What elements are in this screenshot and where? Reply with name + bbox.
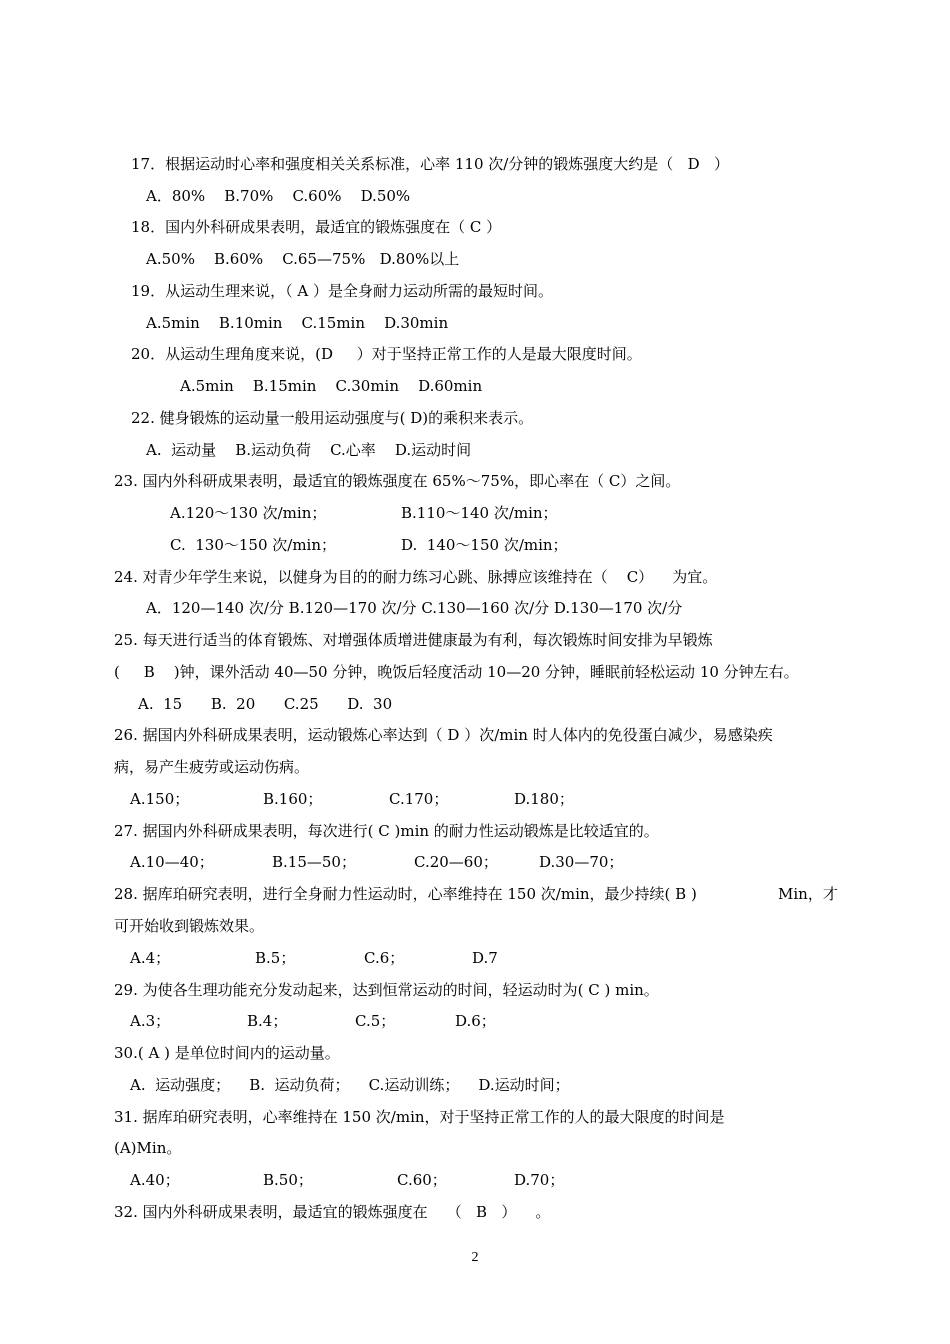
question-27-option-b: B.15—50； [272,853,356,871]
question-29-option-d: D.6； [455,1012,496,1030]
question-28-line-1: 28. 据库珀研究表明，进行全身耐力性运动时，心率维持在 150 次/min，最少持续( B ) [114,885,697,903]
question-20-options: A.5min B.15min C.30min D.60min [180,377,483,395]
question-28-option-b: B.5； [255,949,296,967]
question-17-options: A．80% B.70% C.60% D.50% [146,187,411,205]
question-25-line-2: ( B )钟，课外活动 40—50 分钟，晚饭后轻度活动 10—20 分钟，睡眠前轻松运动 10 分钟左右。 [114,663,799,681]
question-25-line-1: 25. 每天进行适当的体育锻炼、对增强体质增进健康最为有利，每次锻炼时间安排为早锻炼 [114,631,713,649]
question-29-option-a: A.3； [130,1012,171,1030]
question-18-options: A.50% B.60% C.65—75% D.80%以上 [146,250,460,268]
question-20: 20．从运动生理角度来说，(D ）对于坚持正常工作的人是最大限度时间。 [131,345,642,363]
question-26-option-d: D.180； [514,790,574,808]
question-28-option-a: A.4； [130,949,171,967]
question-29: 29. 为使各生理功能充分发动起来，达到恒常运动的时间，轻运动时为( C ) min。 [114,981,659,999]
question-29-option-b: B.4； [247,1012,288,1030]
question-31-option-d: D.70； [514,1171,565,1189]
question-25-options: A. 15 B. 20 C.25 D. 30 [138,695,393,713]
question-32: 32. 国内外科研成果表明，最适宜的锻炼强度在 （ B ） 。 [114,1203,551,1221]
question-30-options: A. 运动强度； B. 运动负荷； C.运动训练； D.运动时间； [130,1076,570,1094]
question-28-option-d: D.7 [472,949,498,967]
question-26-option-c: C.170； [389,790,449,808]
question-23-option-d: D. 140～150 次/min； [401,536,568,554]
question-30: 30.( A ) 是单位时间内的运动量。 [114,1044,340,1062]
question-31-option-a: A.40； [130,1171,180,1189]
page-number: 2 [471,1250,479,1265]
question-23: 23. 国内外科研成果表明，最适宜的锻炼强度在 65%～75%，即心率在（ C）之间。 [114,472,681,490]
question-27-option-c: C.20—60； [414,853,498,871]
question-28-option-c: C.6； [364,949,405,967]
question-23-option-c: C. 130～150 次/min； [170,536,337,554]
question-31-option-c: C.60； [397,1171,447,1189]
question-31-line-2: (A)Min。 [114,1139,182,1157]
question-31-option-b: B.50； [263,1171,313,1189]
question-27-option-a: A.10—40； [130,853,214,871]
question-27-option-d: D.30—70； [539,853,624,871]
question-18: 18．国内外科研成果表明，最适宜的锻炼强度在（ C ） [131,218,502,236]
question-26-option-a: A.150； [130,790,190,808]
question-17: 17．根据运动时心率和强度相关关系标准，心率 110 次/分钟的锻炼强度大约是（ D ） [131,155,729,173]
question-24-options: A．120—140 次/分 B.120—170 次/分 C.130—160 次/分 D.130—170 次/分 [146,599,683,617]
question-26-option-b: B.160； [263,790,323,808]
question-19: 19．从运动生理来说，（ A ）是全身耐力运动所需的最短时间。 [131,282,553,300]
question-23-option-a: A.120～130 次/min； [170,504,327,522]
question-28-line-2: 可开始收到锻炼效果。 [114,917,265,935]
question-28-unit: Min，才 [778,885,838,903]
question-26-line-2: 病，易产生疲劳或运动伤病。 [114,758,310,776]
question-22: 22. 健身锻炼的运动量一般用运动强度与( D)的乘积来表示。 [131,409,534,427]
question-29-option-c: C.5； [355,1012,396,1030]
question-26-line-1: 26. 据国内外科研成果表明，运动锻炼心率达到（ D ）次/min 时人体内的免役蛋白减少，易感染疾 [114,726,773,744]
question-24: 24. 对青少年学生来说，以健身为目的的耐力练习心跳、脉搏应该维持在（ C） 为宜。 [114,568,718,586]
question-27: 27. 据国内外科研成果表明，每次进行( C )min 的耐力性运动锻炼是比较适宜的。 [114,822,659,840]
question-22-options: A. 运动量 B.运动负荷 C.心率 D.运动时间 [146,441,472,459]
question-23-option-b: B.110～140 次/min； [401,504,558,522]
question-31-line-1: 31. 据库珀研究表明，心率维持在 150 次/min，对于坚持正常工作的人的最大限度的时间是 [114,1108,725,1126]
question-19-options: A.5min B.10min C.15min D.30min [146,314,449,332]
